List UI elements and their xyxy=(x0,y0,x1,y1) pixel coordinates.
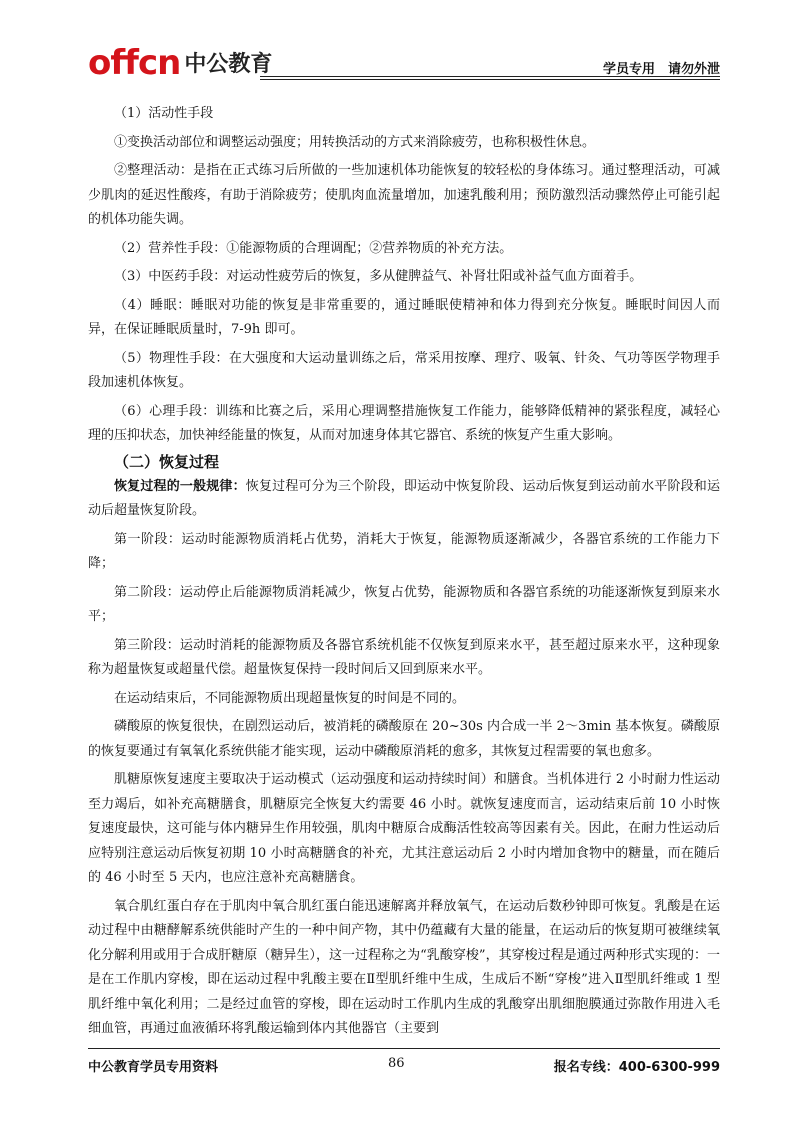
offcn-logo xyxy=(88,40,273,83)
page-number: 86 xyxy=(388,1056,405,1071)
paragraph: （6）心理手段：训练和比赛之后，采用心理调整措施恢复工作能力，能够降低精神的紧张程度，减轻心理的压抑状态，加快神经能量的恢复，从而对加速身体其它器官、系统的恢复产生重大影响。 xyxy=(88,403,720,443)
paragraph: 磷酸原的恢复很快，在剧烈运动后，被消耗的磷酸原在 20~30s 内合成一半 2～3min 基本恢复。磷酸原的恢复要通过有氧氧化系统供能才能实现，运动中磷酸原消耗的愈多，其恢复过程需要的氧也愈多。 xyxy=(88,719,720,759)
page-body xyxy=(88,102,720,1042)
paragraph: 肌糖原恢复速度主要取决于运动模式（运动强度和运动持续时间）和膳食。当机体进行 2 小时耐力性运动至力竭后，如补充高糖膳食，肌糖原完全恢复大约需要 46 小时。就恢复速度而言，运动结束后前 10 小时恢复速度最快，这可能与体内糖异生作用较强，肌肉中糖原合成酶活性较高等因素有关。因此，在耐力性运动后应特别注意运动后恢复初期 10 小时高糖膳食的补充，尤其注意运动后 2 小时内增加食物中的糖量，而在随后的 46 小时至 5 天内，也应注意补充高糖膳食。 xyxy=(88,772,720,885)
logo-mark: offcn xyxy=(88,43,181,83)
footer-source: 中公教育学员专用资料 xyxy=(88,1060,219,1075)
paragraph: 第一阶段：运动时能源物质消耗占优势，消耗大于恢复，能源物质逐渐减少，各器官系统的工作能力下降； xyxy=(88,531,720,571)
paragraph: （1）活动性手段 xyxy=(114,106,214,121)
header-notice: 学员专用 请勿外泄 xyxy=(602,62,720,77)
paragraph: 氧合肌红蛋白存在于肌肉中氧合肌红蛋白能迅速解离并释放氧气，在运动后数秒钟即可恢复。乳酸是在运动过程中由糖酵解系统供能时产生的一种中间产物，其中仍蕴藏有大量的能量，在运动后的恢复期可被继续氧化分解利用或用于合成肝糖原（糖异生），这一过程称之为“乳酸穿梭”，其穿梭过程是通过两种形式实现的：一是在工作肌内穿梭，即在运动过程中乳酸主要在Ⅱ型肌纤维中生成，生成后不断“穿梭”进入Ⅱ型肌纤维或 1 型肌纤维中氧化利用；二是经过血管的穿梭，即在运动时工作肌内生成的乳酸穿出肌细胞膜通过弥散作用进入毛细血管，再通过血液循环将乳酸运输到体内其他器官（主要到 xyxy=(88,898,720,1036)
paragraph: （3）中医药手段：对运动性疲劳后的恢复，多从健脾益气、补肾壮阳或补益气血方面着手。 xyxy=(114,269,643,284)
paragraph: （2）营养性手段：①能源物质的合理调配；②营养物质的补充方法。 xyxy=(114,240,513,256)
rule-label: 恢复过程的一般规律： xyxy=(114,478,246,494)
rule-paragraph xyxy=(88,475,720,524)
paragraph: （5）物理性手段：在大强度和大运动量训练之后，常采用按摩、理疗、吸氧、针灸、气功等医学物理手段加速机体恢复。 xyxy=(88,350,720,390)
footer-hotline: 报名专线：400-6300-999 xyxy=(553,1060,720,1075)
page-footer xyxy=(88,1056,720,1080)
paragraph: 第三阶段：运动时消耗的能源物质及各器官系统机能不仅恢复到原来水平，甚至超过原来水平，这种现象称为超量恢复或超量代偿。超量恢复保持一段时间后又回到原来水平。 xyxy=(88,637,720,677)
rule-text: 恢复过程可分为三个阶段，即运动中恢复阶段、运动后恢复到运动前水平阶段和运动后超量恢复阶段。 xyxy=(88,478,720,518)
paragraph: 第二阶段：运动停止后能源物质消耗减少，恢复占优势，能源物质和各器官系统的功能逐渐恢复到原来水平； xyxy=(88,584,720,624)
footer-rule xyxy=(88,1048,720,1049)
page-header xyxy=(88,40,720,83)
logo-text: 中公教育 xyxy=(184,52,273,77)
paragraph: ②整理活动：是指在正式练习后所做的一些加速机体功能恢复的较轻松的身体练习。通过整理活动，可减少肌肉的延迟性酸疼，有助于消除疲劳；使肌肉血流量增加，加速乳酸利用；预防激烈活动骤然停止可能引起的机体功能失调。 xyxy=(88,163,720,227)
paragraph: 在运动结束后，不同能源物质出现超量恢复的时间是不同的。 xyxy=(114,690,466,706)
section-title: （二）恢复过程 xyxy=(114,452,220,471)
paragraph: ①变换活动部位和调整运动强度；用转换活动的方式来消除疲劳，也称积极性休息。 xyxy=(114,134,596,150)
header-rule-thick xyxy=(260,79,720,80)
header-rule xyxy=(260,76,720,77)
paragraph: （4）睡眠：睡眠对功能的恢复是非常重要的，通过睡眠使精神和体力得到充分恢复。睡眠时间因人而异，在保证睡眠质量时，7-9h 即可。 xyxy=(88,297,720,337)
